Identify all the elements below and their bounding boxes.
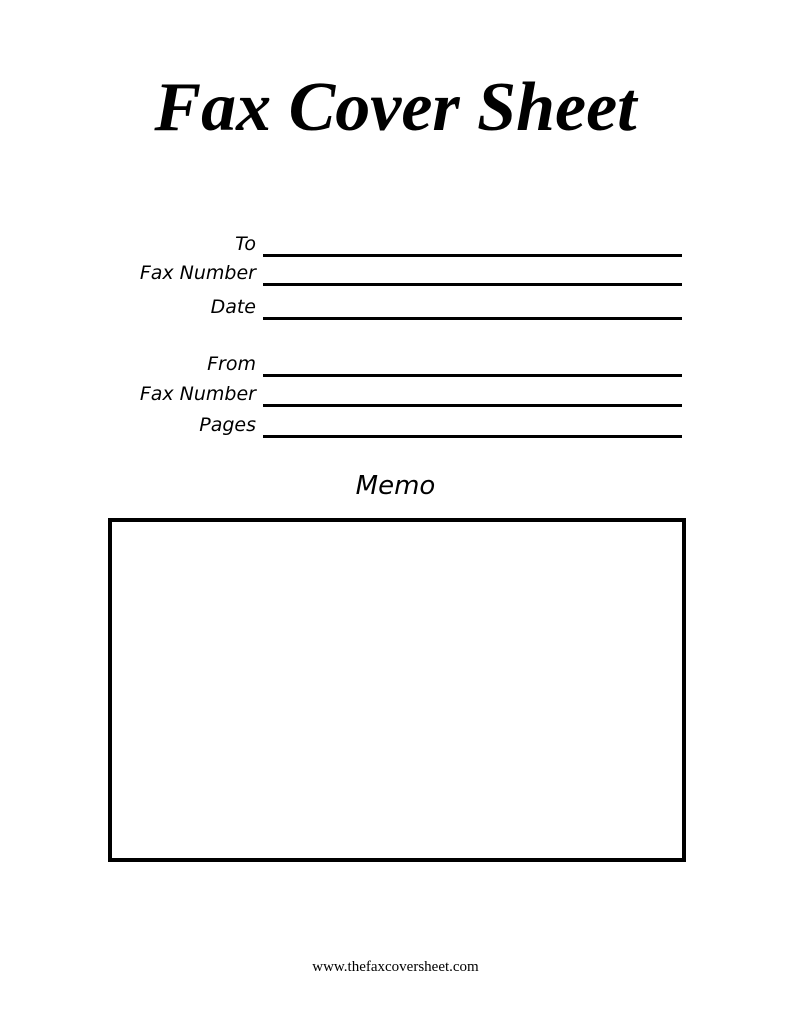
- from-fax-number-label: Fax Number: [139, 383, 256, 405]
- from-field: [0, 347, 791, 377]
- from-fax-number-input-line[interactable]: [263, 404, 682, 407]
- to-fax-number-field: [0, 256, 791, 286]
- date-input-line[interactable]: [263, 317, 682, 320]
- pages-label: Pages: [199, 414, 256, 436]
- date-field: [0, 290, 791, 320]
- footer-website: www.thefaxcoversheet.com: [312, 959, 479, 975]
- to-label: To: [235, 233, 256, 255]
- to-fax-number-input-line[interactable]: [263, 283, 682, 286]
- page-title: Fax Cover Sheet: [154, 69, 637, 146]
- to-field: [0, 227, 791, 257]
- from-fax-number-field: [0, 377, 791, 407]
- pages-input-line[interactable]: [263, 435, 682, 438]
- memo-label: Memo: [355, 471, 436, 501]
- date-label: Date: [210, 296, 256, 318]
- memo-box[interactable]: [108, 518, 686, 862]
- to-fax-number-label: Fax Number: [139, 262, 256, 284]
- pages-field: [0, 408, 791, 438]
- from-label: From: [207, 353, 256, 375]
